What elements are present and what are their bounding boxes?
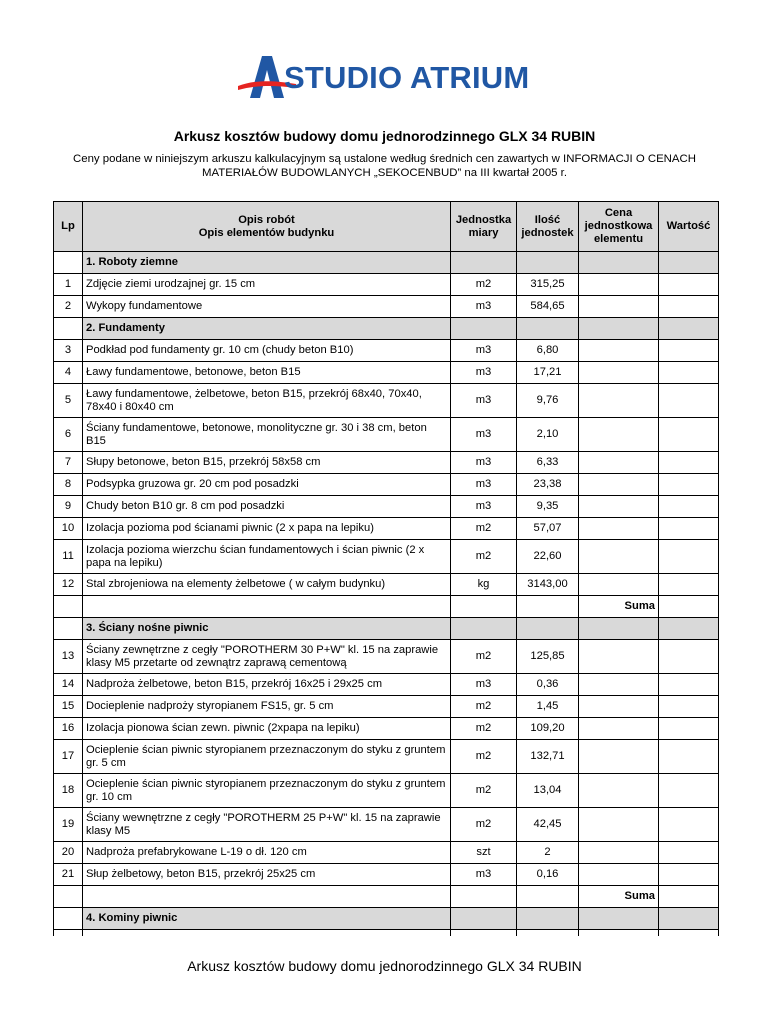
sum-row xyxy=(54,886,719,908)
lp-cell xyxy=(54,886,83,908)
page-footer: Arkusz kosztów budowy domu jednorodzinnego GLX 34 RUBIN xyxy=(187,958,582,974)
lp-cell: 3 xyxy=(54,340,83,362)
page-break-cell xyxy=(659,930,719,937)
price-cell xyxy=(579,384,659,418)
qty-cell: 2,10 xyxy=(517,418,579,452)
header-ilosc: Ilość jednostek xyxy=(517,202,579,252)
lp-cell: 1 xyxy=(54,274,83,296)
price-cell xyxy=(579,274,659,296)
table-body xyxy=(54,252,719,937)
desc-cell xyxy=(83,596,451,618)
lp-cell: 15 xyxy=(54,696,83,718)
table-header-row xyxy=(54,202,719,252)
unit-cell: m2 xyxy=(451,740,517,774)
lp-cell: 17 xyxy=(54,740,83,774)
lp-cell: 6 xyxy=(54,418,83,452)
price-cell xyxy=(579,496,659,518)
lp-cell: 14 xyxy=(54,674,83,696)
value-cell xyxy=(659,574,719,596)
cost-table xyxy=(53,201,719,936)
header-cena: Cena jednostkowa elementu xyxy=(579,202,659,252)
unit-cell: m3 xyxy=(451,474,517,496)
unit-cell: m3 xyxy=(451,384,517,418)
table-row xyxy=(54,808,719,842)
page-break-cell xyxy=(54,930,83,937)
lp-cell: 20 xyxy=(54,842,83,864)
value-cell xyxy=(659,384,719,418)
qty-cell: 23,38 xyxy=(517,474,579,496)
table-row xyxy=(54,674,719,696)
table-row xyxy=(54,452,719,474)
value-cell xyxy=(659,718,719,740)
table-row xyxy=(54,362,719,384)
header-opis-line1: Opis robót xyxy=(238,213,295,226)
section-row xyxy=(54,908,719,930)
qty-cell: 17,21 xyxy=(517,362,579,384)
sum-label: Suma xyxy=(579,886,659,908)
unit-cell: m2 xyxy=(451,696,517,718)
price-cell xyxy=(579,718,659,740)
value-cell xyxy=(659,496,719,518)
table-row xyxy=(54,540,719,574)
desc-cell: Izolacja pozioma wierzchu ścian fundamentowych i ścian piwnic (2 x papa na lepiku) xyxy=(83,540,451,574)
desc-cell: Chudy beton B10 gr. 8 cm pod posadzki xyxy=(83,496,451,518)
desc-cell: Nadproża żelbetowe, beton B15, przekrój 16x25 i 29x25 cm xyxy=(83,674,451,696)
value-cell xyxy=(659,618,719,640)
sum-value-cell xyxy=(659,596,719,618)
page-subtitle: Ceny podane w niniejszym arkuszu kalkulacyjnym są ustalone według średnich cen zawartych w INFORMACJI O CENACH MATERIAŁÓW BUDOWLANYCH „SEKOCENBUD” na III kwartał 2005 r. xyxy=(73,153,696,179)
price-cell xyxy=(579,574,659,596)
unit-cell xyxy=(451,318,517,340)
lp-cell: 16 xyxy=(54,718,83,740)
lp-cell: 12 xyxy=(54,574,83,596)
section-label: 3. Ściany nośne piwnic xyxy=(83,618,451,640)
qty-cell: 125,85 xyxy=(517,640,579,674)
desc-cell: Ściany fundamentowe, betonowe, monolityczne gr. 30 i 38 cm, beton B15 xyxy=(83,418,451,452)
qty-cell: 6,33 xyxy=(517,452,579,474)
value-cell xyxy=(659,908,719,930)
table-row xyxy=(54,518,719,540)
lp-cell xyxy=(54,596,83,618)
desc-cell: Słup żelbetowy, beton B15, przekrój 25x25 cm xyxy=(83,864,451,886)
table-row xyxy=(54,340,719,362)
page-break-cell xyxy=(579,930,659,937)
logo-text: STUDIO ATRIUM xyxy=(284,60,530,95)
qty-cell xyxy=(517,318,579,340)
unit-cell: m3 xyxy=(451,418,517,452)
qty-cell: 9,76 xyxy=(517,384,579,418)
page-break-row xyxy=(54,930,719,937)
value-cell xyxy=(659,296,719,318)
lp-cell: 5 xyxy=(54,384,83,418)
value-cell xyxy=(659,418,719,452)
lp-cell xyxy=(54,908,83,930)
value-cell xyxy=(659,318,719,340)
header-lp: Lp xyxy=(54,202,83,252)
lp-cell xyxy=(54,252,83,274)
value-cell xyxy=(659,774,719,808)
desc-cell: Ocieplenie ścian piwnic styropianem przeznaczonym do styku z gruntem gr. 5 cm xyxy=(83,740,451,774)
qty-cell: 57,07 xyxy=(517,518,579,540)
price-cell xyxy=(579,640,659,674)
desc-cell: Stal zbrojeniowa na elementy żelbetowe ( w całym budynku) xyxy=(83,574,451,596)
lp-cell: 21 xyxy=(54,864,83,886)
qty-cell: 42,45 xyxy=(517,808,579,842)
unit-cell: m3 xyxy=(451,452,517,474)
table-row xyxy=(54,640,719,674)
desc-cell: Podsypka gruzowa gr. 20 cm pod posadzki xyxy=(83,474,451,496)
price-cell xyxy=(579,340,659,362)
unit-cell: m3 xyxy=(451,296,517,318)
price-cell xyxy=(579,842,659,864)
table-row xyxy=(54,864,719,886)
desc-cell: Wykopy fundamentowe xyxy=(83,296,451,318)
unit-cell: m2 xyxy=(451,808,517,842)
desc-cell: Ściany wewnętrzne z cegły "POROTHERM 25 P+W" kl. 15 na zaprawie klasy M5 xyxy=(83,808,451,842)
page-break-cell xyxy=(83,930,451,937)
table-row xyxy=(54,274,719,296)
unit-cell: kg xyxy=(451,574,517,596)
lp-cell: 8 xyxy=(54,474,83,496)
price-cell xyxy=(579,362,659,384)
unit-cell: m3 xyxy=(451,864,517,886)
lp-cell xyxy=(54,318,83,340)
section-label: 4. Kominy piwnic xyxy=(83,908,451,930)
unit-cell: m2 xyxy=(451,518,517,540)
price-cell xyxy=(579,418,659,452)
qty-cell: 2 xyxy=(517,842,579,864)
value-cell xyxy=(659,864,719,886)
value-cell xyxy=(659,540,719,574)
unit-cell xyxy=(451,908,517,930)
table-row xyxy=(54,718,719,740)
qty-cell: 315,25 xyxy=(517,274,579,296)
sum-value-cell xyxy=(659,886,719,908)
price-cell xyxy=(579,474,659,496)
price-cell xyxy=(579,540,659,574)
value-cell xyxy=(659,362,719,384)
qty-cell: 9,35 xyxy=(517,496,579,518)
table-row xyxy=(54,696,719,718)
lp-cell: 4 xyxy=(54,362,83,384)
unit-cell: m2 xyxy=(451,718,517,740)
unit-cell xyxy=(451,618,517,640)
sum-label: Suma xyxy=(579,596,659,618)
lp-cell: 7 xyxy=(54,452,83,474)
table-row xyxy=(54,842,719,864)
desc-cell: Ocieplenie ścian piwnic styropianem przeznaczonym do styku z gruntem gr. 10 cm xyxy=(83,774,451,808)
lp-cell: 9 xyxy=(54,496,83,518)
unit-cell: m2 xyxy=(451,274,517,296)
desc-cell: Nadproża prefabrykowane L-19 o dł. 120 cm xyxy=(83,842,451,864)
price-cell xyxy=(579,808,659,842)
qty-cell: 109,20 xyxy=(517,718,579,740)
price-cell xyxy=(579,774,659,808)
value-cell xyxy=(659,740,719,774)
lp-cell: 13 xyxy=(54,640,83,674)
price-cell xyxy=(579,518,659,540)
page-break-cell xyxy=(451,930,517,937)
desc-cell: Ławy fundamentowe, żelbetowe, beton B15, przekrój 68x40, 70x40, 78x40 i 80x40 cm xyxy=(83,384,451,418)
section-row xyxy=(54,318,719,340)
value-cell xyxy=(659,274,719,296)
unit-cell: m3 xyxy=(451,496,517,518)
desc-cell: Ławy fundamentowe, betonowe, beton B15 xyxy=(83,362,451,384)
lp-cell: 19 xyxy=(54,808,83,842)
lp-cell: 18 xyxy=(54,774,83,808)
table-row xyxy=(54,774,719,808)
qty-cell: 584,65 xyxy=(517,296,579,318)
value-cell xyxy=(659,842,719,864)
value-cell xyxy=(659,696,719,718)
qty-cell: 0,16 xyxy=(517,864,579,886)
qty-cell xyxy=(517,618,579,640)
value-cell xyxy=(659,640,719,674)
table-row xyxy=(54,740,719,774)
desc-cell xyxy=(83,886,451,908)
lp-cell: 11 xyxy=(54,540,83,574)
lp-cell: 10 xyxy=(54,518,83,540)
header-wartosc: Wartość xyxy=(659,202,719,252)
unit-cell: m2 xyxy=(451,540,517,574)
price-cell xyxy=(579,618,659,640)
header-opis xyxy=(83,202,451,252)
desc-cell: Izolacja pionowa ścian zewn. piwnic (2xpapa na lepiku) xyxy=(83,718,451,740)
desc-cell: Docieplenie nadproży styropianem FS15, gr. 5 cm xyxy=(83,696,451,718)
price-cell xyxy=(579,452,659,474)
qty-cell: 6,80 xyxy=(517,340,579,362)
qty-cell xyxy=(517,252,579,274)
desc-cell: Ściany zewnętrzne z cegły "POROTHERM 30 P+W" kl. 15 na zaprawie klasy M5 przetarte od zewnątrz zaprawą cementową xyxy=(83,640,451,674)
qty-cell: 1,45 xyxy=(517,696,579,718)
table-row xyxy=(54,474,719,496)
lp-cell: 2 xyxy=(54,296,83,318)
qty-cell: 22,60 xyxy=(517,540,579,574)
header-jednostka: Jednostka miary xyxy=(451,202,517,252)
qty-cell: 13,04 xyxy=(517,774,579,808)
price-cell xyxy=(579,696,659,718)
table-row xyxy=(54,496,719,518)
qty-cell: 0,36 xyxy=(517,674,579,696)
table-row xyxy=(54,574,719,596)
desc-cell: Słupy betonowe, beton B15, przekrój 58x58 cm xyxy=(83,452,451,474)
value-cell xyxy=(659,452,719,474)
unit-cell: m2 xyxy=(451,640,517,674)
value-cell xyxy=(659,474,719,496)
unit-cell xyxy=(451,596,517,618)
value-cell xyxy=(659,518,719,540)
qty-cell xyxy=(517,886,579,908)
table-row xyxy=(54,418,719,452)
unit-cell: m2 xyxy=(451,774,517,808)
price-cell xyxy=(579,908,659,930)
unit-cell: m3 xyxy=(451,362,517,384)
unit-cell xyxy=(451,252,517,274)
price-cell xyxy=(579,252,659,274)
value-cell xyxy=(659,674,719,696)
price-cell xyxy=(579,674,659,696)
price-cell xyxy=(579,740,659,774)
desc-cell: Podkład pod fundamenty gr. 10 cm (chudy beton B10) xyxy=(83,340,451,362)
qty-cell xyxy=(517,908,579,930)
value-cell xyxy=(659,252,719,274)
unit-cell: m3 xyxy=(451,340,517,362)
qty-cell: 3143,00 xyxy=(517,574,579,596)
qty-cell xyxy=(517,596,579,618)
value-cell xyxy=(659,808,719,842)
unit-cell: m3 xyxy=(451,674,517,696)
section-row xyxy=(54,618,719,640)
price-cell xyxy=(579,318,659,340)
qty-cell: 132,71 xyxy=(517,740,579,774)
logo-mark-a xyxy=(250,56,284,98)
price-cell xyxy=(579,296,659,318)
desc-cell: Zdjęcie ziemi urodzajnej gr. 15 cm xyxy=(83,274,451,296)
unit-cell xyxy=(451,886,517,908)
header-opis-line2: Opis elementów budynku xyxy=(198,226,335,239)
table-row xyxy=(54,296,719,318)
section-label: 1. Roboty ziemne xyxy=(83,252,451,274)
page-title: Arkusz kosztów budowy domu jednorodzinnego GLX 34 RUBIN xyxy=(173,128,596,144)
sum-row xyxy=(54,596,719,618)
desc-cell: Izolacja pozioma pod ścianami piwnic (2 x papa na lepiku) xyxy=(83,518,451,540)
price-cell xyxy=(579,864,659,886)
page-break-cell xyxy=(517,930,579,937)
lp-cell xyxy=(54,618,83,640)
section-label: 2. Fundamenty xyxy=(83,318,451,340)
value-cell xyxy=(659,340,719,362)
unit-cell: szt xyxy=(451,842,517,864)
table-row xyxy=(54,384,719,418)
section-row xyxy=(54,252,719,274)
